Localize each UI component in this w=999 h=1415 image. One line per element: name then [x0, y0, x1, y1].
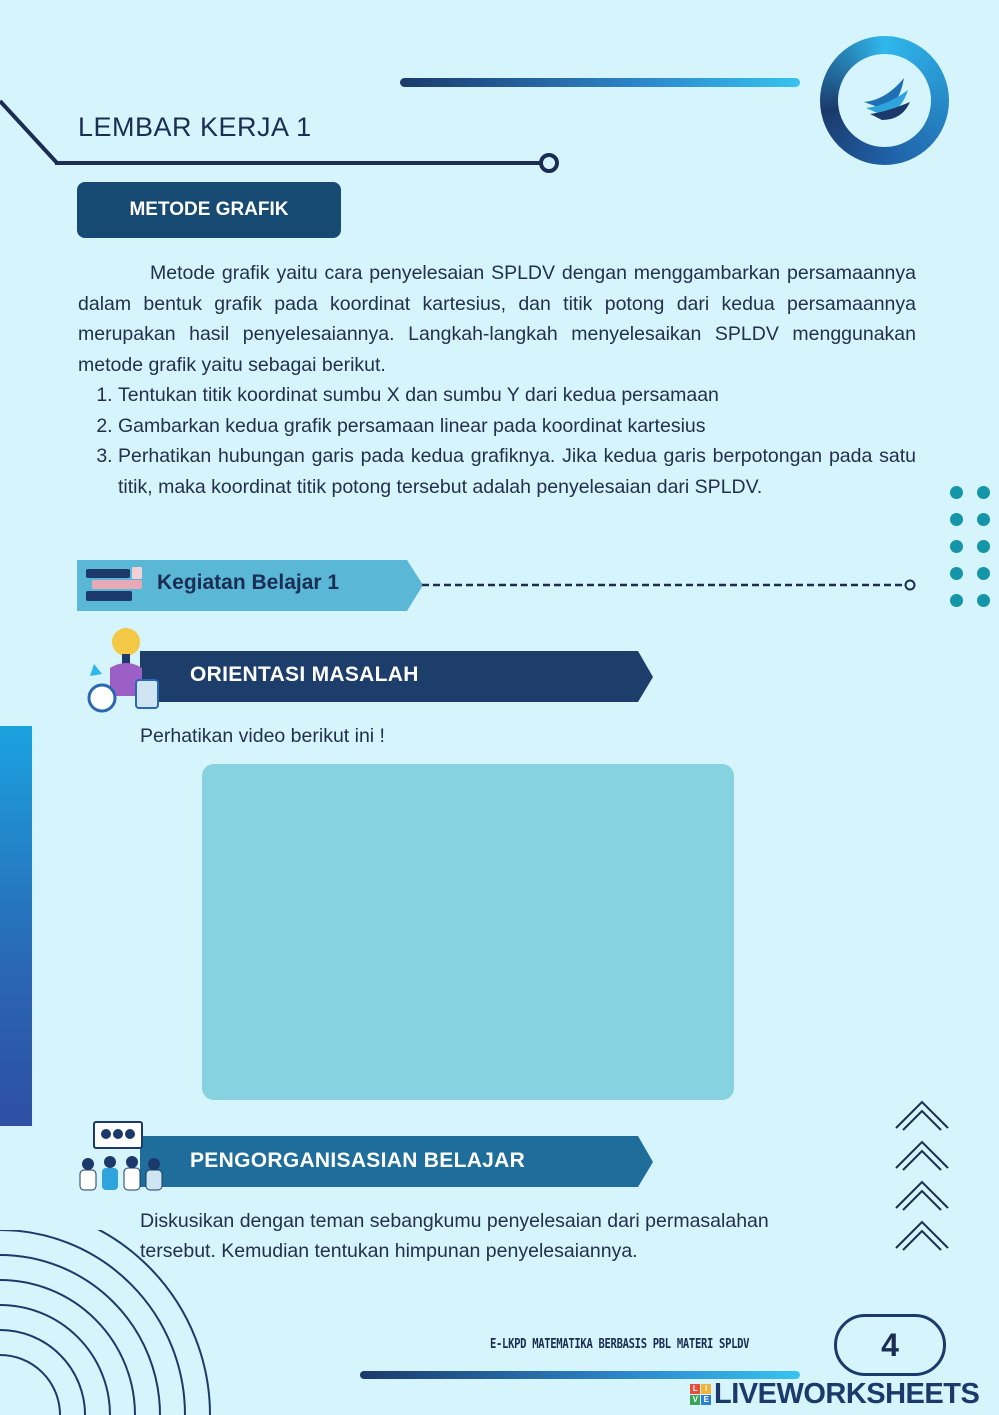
- steps-list: [78, 380, 916, 502]
- group-discussion-icon: [76, 1120, 166, 1194]
- header-accent-bar: [400, 78, 800, 87]
- decorative-arcs: [0, 1230, 240, 1415]
- section-pill-metode-grafik: METODE GRAFIK: [77, 182, 341, 238]
- video-placeholder[interactable]: [202, 764, 734, 1100]
- books-icon: [84, 567, 146, 605]
- list-item: 2. Gambarkan kedua grafik persamaan linear pada koordinat kartesius: [118, 411, 916, 442]
- intro-paragraph: Metode grafik yaitu cara penyelesaian SPLDV dengan menggambarkan persamaannya dalam bentuk grafik pada koordinat kartesius, dan titik potong dari kedua persamaannya merupakan hasil penyelesaiannya. Langkah-langkah menyelesaikan SPLDV menggunakan metode grafik yaitu sebagai berikut.: [78, 262, 916, 376]
- activity-dashed-line: [420, 575, 920, 595]
- pengorganisasian-label: PENGORGANISASIAN BELAJAR: [190, 1149, 526, 1172]
- instruction-line: tersebut. Kemudian tentukan himpunan penyelesaiannya.: [140, 1240, 638, 1262]
- pengorganisasian-instruction: [140, 1206, 880, 1266]
- page-number: 4: [834, 1314, 946, 1376]
- page-title: LEMBAR KERJA 1: [78, 112, 312, 142]
- left-accent-strip: [0, 726, 32, 1126]
- activity-label: Kegiatan Belajar 1: [157, 571, 340, 594]
- liveworksheets-logo-icon: L I V E: [690, 1384, 711, 1405]
- watermark-text: LIVEWORKSHEETS: [714, 1377, 980, 1410]
- intro-text: [78, 258, 916, 502]
- footer-caption: E-LKPD MATEMATIKA BERBASIS PBL MATERI SPLDV: [490, 1336, 750, 1352]
- orientasi-instruction: Perhatikan video berikut ini !: [140, 725, 385, 747]
- wing-logo-icon: [856, 72, 916, 122]
- liveworksheets-watermark: [690, 1376, 979, 1412]
- instruction-line: Diskusikan dengan teman sebangkumu penyelesaian dari permasalahan: [140, 1210, 769, 1232]
- chevron-up-icon: [893, 1098, 951, 1258]
- idea-head-icon: [80, 624, 162, 716]
- list-item: 3. Perhatikan hubungan garis pada kedua grafiknya. Jika kedua garis berpotongan pada satu titik, maka koordinat titik potong tersebut adalah penyelesaian dari SPLDV.: [118, 441, 916, 502]
- orientasi-label: ORIENTASI MASALAH: [190, 663, 419, 686]
- list-item: 1. Tentukan titik koordinat sumbu X dan sumbu Y dari kedua persamaan: [118, 380, 916, 411]
